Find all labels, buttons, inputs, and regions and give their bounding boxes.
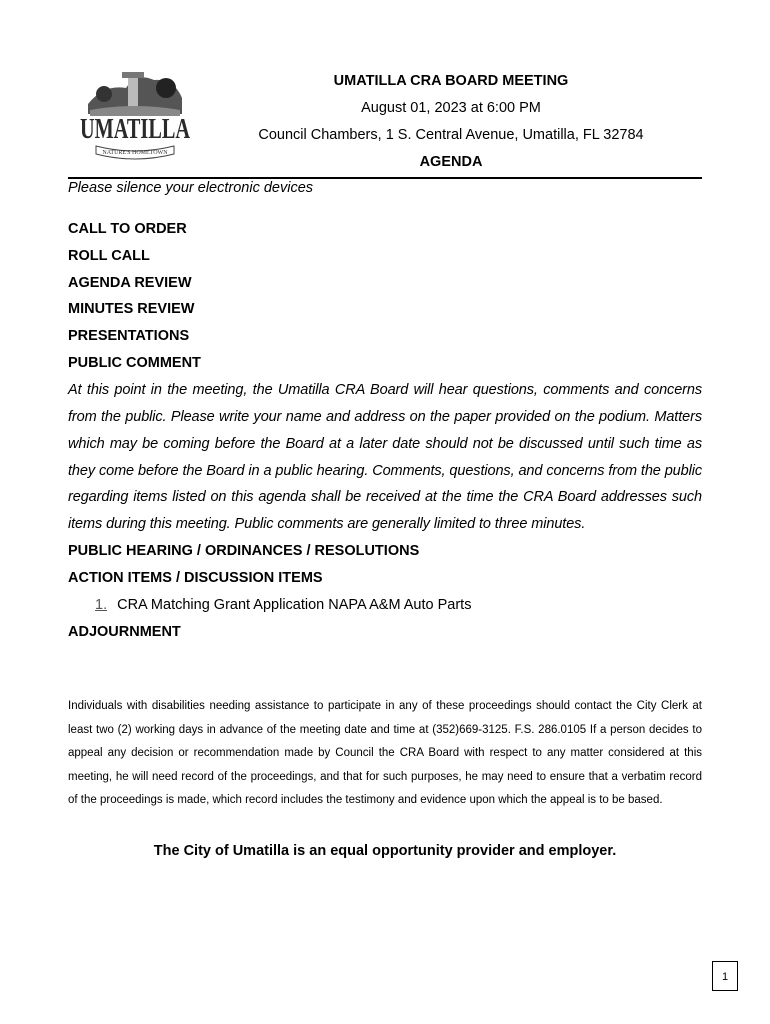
public-comment-note: At this point in the meeting, the Umatilla CRA Board will hear questions, comments and concerns from the public. Please write your name and address on the paper provided on the podium. Matters which may be coming before the Board at a later date should not be discussed until such time as they come before the Board in a public hearing. Comments, questions, and concerns from the public regarding items listed on this agenda shall be received at the time the CRA Board addresses such items during this meeting. Public comments are generally limited to three minutes. xyxy=(68,381,702,533)
meeting-location: Council Chambers, 1 S. Central Avenue, Umatilla, FL 32784 xyxy=(258,127,644,143)
agenda-action-items: ACTION ITEMS / DISCUSSION ITEMS xyxy=(68,570,323,587)
agenda-agenda-review: AGENDA REVIEW xyxy=(68,274,192,291)
meeting-header xyxy=(200,68,702,176)
action-item-1 xyxy=(68,592,702,619)
action-item-1-text: CRA Matching Grant Application NAPA A&M Auto Parts xyxy=(117,596,472,613)
agenda-public-comment: PUBLIC COMMENT xyxy=(68,354,201,371)
header-divider xyxy=(68,177,702,179)
agenda-minutes-review: MINUTES REVIEW xyxy=(68,301,195,318)
agenda-list xyxy=(68,216,702,646)
silence-note: Please silence your electronic devices xyxy=(68,180,314,196)
meeting-date: August 01, 2023 at 6:00 PM xyxy=(361,100,541,116)
equal-opportunity-statement: The City of Umatilla is an equal opportunity provider and employer. xyxy=(153,843,617,859)
accessibility-disclaimer: Individuals with disabilities needing assistance to participate in any of these proceedings should contact the City Clerk at least two (2) working days in advance of the meeting date and time at (352)669-3125. F.S. 286.0105 If a person decides to appeal any decision or recommendation made by Council the CRA Board with respect to any matter considered at this meeting, he will need record of the proceedings, and that for such purposes, he may need to ensure that a verbatim record of the proceedings is made, which record includes the testimony and evidence upon which the appeal is to be based. xyxy=(68,700,702,806)
agenda-call-to-order: CALL TO ORDER xyxy=(68,221,187,237)
document-type: AGENDA xyxy=(419,154,483,170)
svg-text:NATURE'S HOMETOWN: NATURE'S HOMETOWN xyxy=(102,150,168,156)
meeting-title: UMATILLA CRA BOARD MEETING xyxy=(333,73,569,89)
city-logo xyxy=(74,66,196,166)
agenda-presentations: PRESENTATIONS xyxy=(68,328,190,345)
agenda-roll-call: ROLL CALL xyxy=(68,247,150,264)
agenda-adjournment: ADJOURNMENT xyxy=(68,623,181,640)
action-item-1-number: 1. xyxy=(95,596,108,613)
svg-text:UMATILLA: UMATILLA xyxy=(80,114,191,145)
page-number: 1 xyxy=(712,961,738,991)
agenda-public-hearing: PUBLIC HEARING / ORDINANCES / RESOLUTIONS xyxy=(68,543,420,560)
